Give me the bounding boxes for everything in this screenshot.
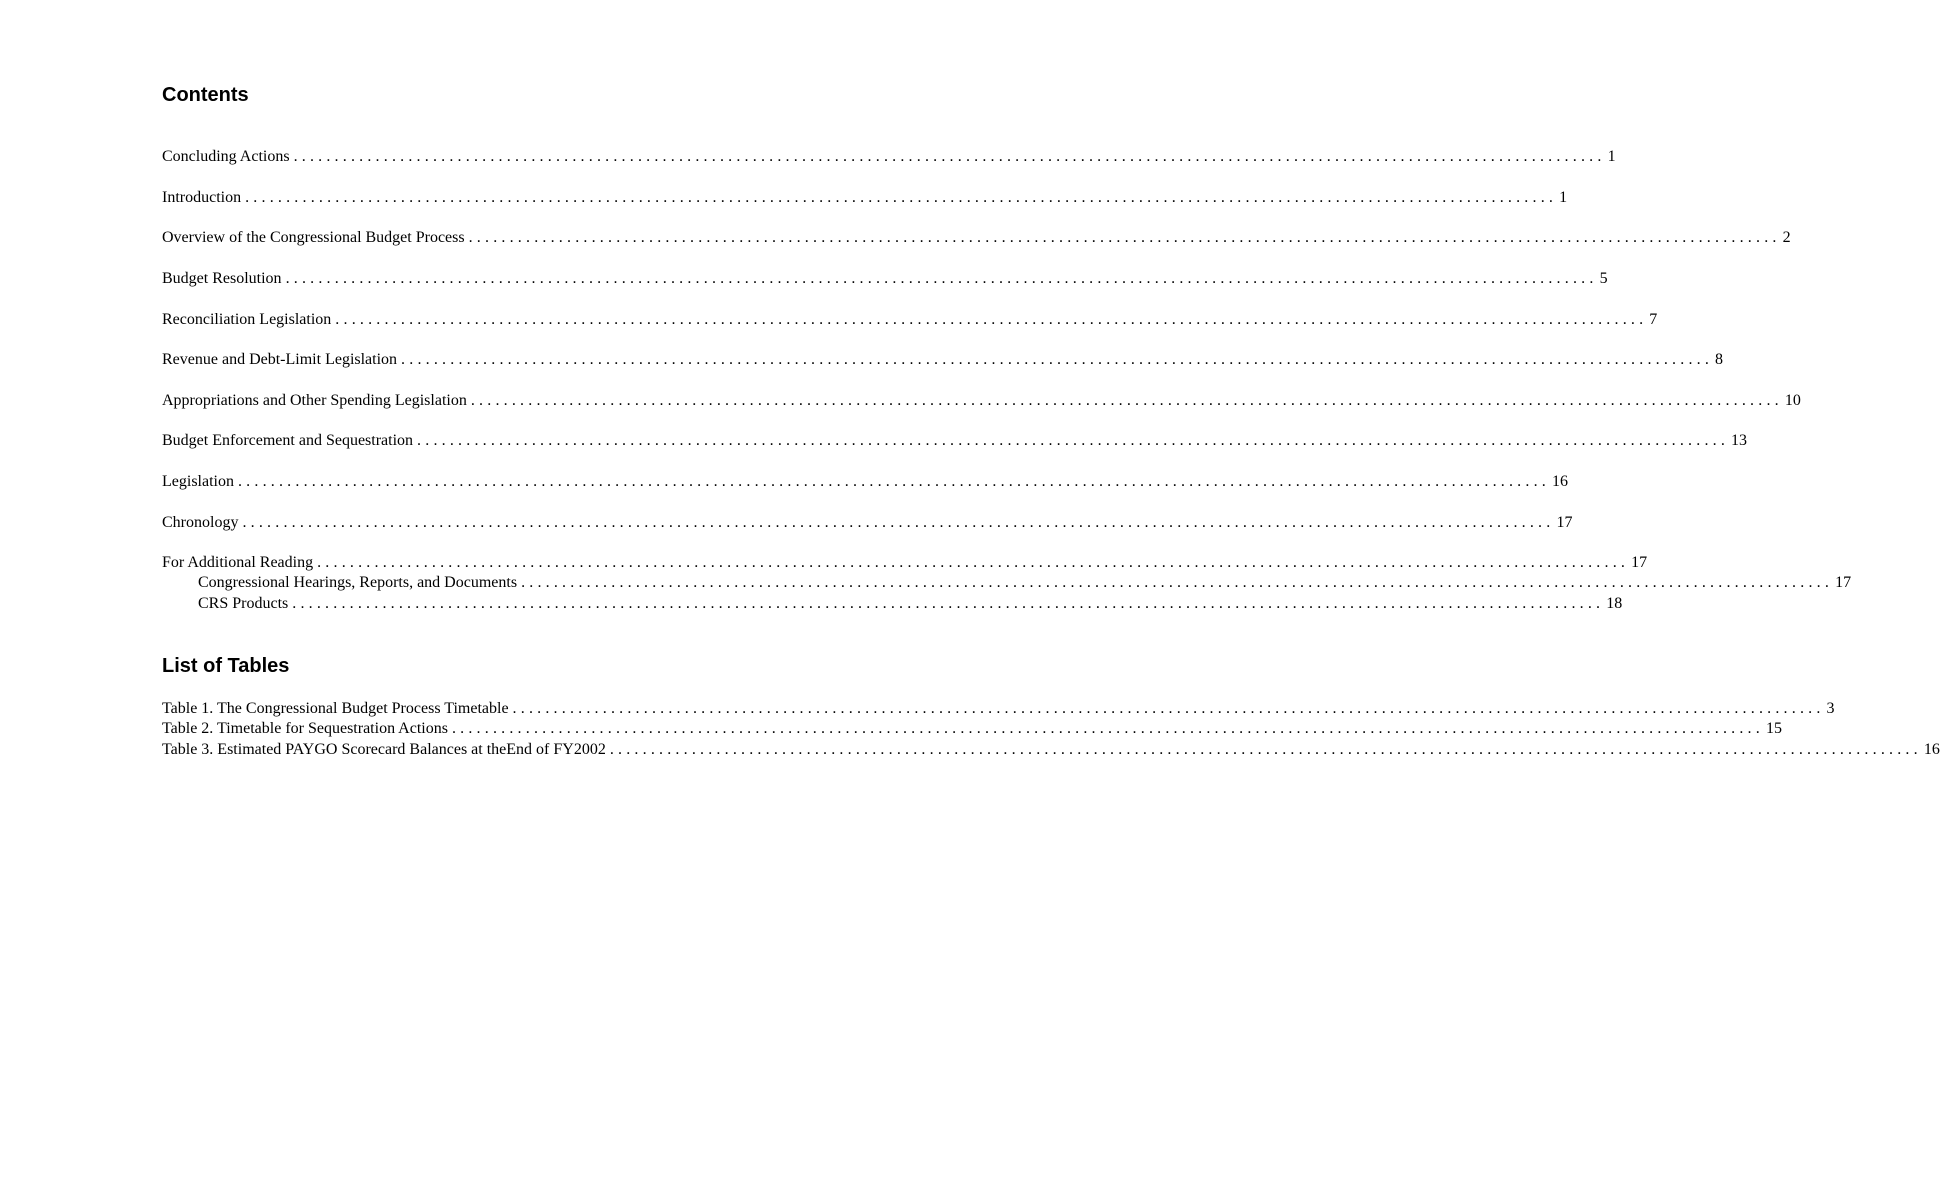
toc-entry-label: Budget Resolution [162,270,282,287]
toc-entry-label: Introduction [162,189,242,206]
toc-entry-label: Overview of the Congressional Budget Process [162,229,465,246]
toc-entry-budget-resolution[interactable] [162,269,1608,289]
toc-entry-page: 17 [1835,574,1852,591]
toc-entry-label: Revenue and Debt-Limit Legislation [162,351,398,368]
dot-leader: ................................................................................................................................................................ [468,229,1781,246]
dot-leader: ................................................................................................................................................................ [417,432,1730,449]
toc-entry-page: 8 [1715,351,1724,368]
toc-entry-page: 10 [1784,392,1801,409]
table-list-entry-3[interactable] [162,740,1940,760]
toc-entry-page: 17 [1556,514,1573,531]
dot-leader: ................................................................................................................................................................ [451,720,1764,737]
dot-leader: ................................................................................................................................................................ [317,554,1630,571]
toc-entry-reconciliation[interactable] [162,310,1658,330]
table-list-page: 16 [1923,741,1940,758]
dot-leader: ................................................................................................................................................................ [401,351,1714,368]
table-list-entry-2[interactable] [162,719,1782,739]
toc-entry-page: 16 [1551,473,1568,490]
toc-subentry-crs-products[interactable] [198,594,1623,614]
toc-entry-label: Appropriations and Other Spending Legislation [162,392,467,409]
toc-entry-appropriations[interactable] [162,391,1801,411]
toc-entry-page: 1 [1559,189,1568,206]
table-list-label: Table 2. Timetable for Sequestration Actions [162,720,448,737]
toc-entry-budget-enforcement[interactable] [162,431,1748,451]
dot-leader: ................................................................................................................................................................ [242,514,1555,531]
dot-leader: ................................................................................................................................................................ [521,574,1834,591]
toc-entry-chronology[interactable] [162,513,1573,533]
toc-entry-overview[interactable] [162,228,1791,248]
toc-entry-label: For Additional Reading [162,554,314,571]
dot-leader: ................................................................................................................................................................ [245,189,1558,206]
toc-entry-revenue-debt-limit[interactable] [162,350,1724,370]
toc-entry-label: CRS Products [198,595,289,612]
toc-entry-page: 13 [1731,432,1748,449]
dot-leader: ................................................................................................................................................................ [292,595,1605,612]
dot-leader: ................................................................................................................................................................ [512,700,1825,717]
table-list-label: Table 3. Estimated PAYGO Scorecard Balances at theEnd of FY2002 [162,741,606,758]
toc-entry-introduction[interactable] [162,188,1568,208]
dot-leader: ................................................................................................................................................................ [293,148,1606,165]
dot-leader: ................................................................................................................................................................ [335,311,1648,328]
toc-entry-page: 17 [1631,554,1648,571]
dot-leader: ................................................................................................................................................................ [470,392,1783,409]
table-list-label: Table 1. The Congressional Budget Process Timetable [162,700,509,717]
table-list-entry-1[interactable] [162,699,1835,719]
toc-entry-label: Congressional Hearings, Reports, and Documents [198,574,518,591]
toc-entry-page: 18 [1606,595,1623,612]
toc-entry-label: Chronology [162,514,239,531]
toc-entry-page: 5 [1599,270,1608,287]
toc-entry-legislation[interactable] [162,472,1568,492]
toc-subentry-congressional-hearings[interactable] [198,573,1852,593]
toc-entry-concluding-actions[interactable] [162,147,1616,167]
table-list-page: 15 [1765,720,1782,737]
toc-entry-label: Legislation [162,473,234,490]
list-of-tables-heading: List of Tables [162,655,290,677]
toc-entry-page: 2 [1782,229,1791,246]
table-list-page: 3 [1826,700,1835,717]
toc-entry-page: 7 [1649,311,1658,328]
toc-entry-page: 1 [1607,148,1616,165]
toc-entry-label: Budget Enforcement and Sequestration [162,432,414,449]
dot-leader: ................................................................................................................................................................ [609,741,1922,758]
toc-entry-label: Concluding Actions [162,148,290,165]
toc-entry-additional-reading[interactable] [162,553,1648,573]
dot-leader: ................................................................................................................................................................ [285,270,1598,287]
contents-heading: Contents [162,84,249,106]
dot-leader: ................................................................................................................................................................ [237,473,1550,490]
toc-entry-label: Reconciliation Legislation [162,311,332,328]
